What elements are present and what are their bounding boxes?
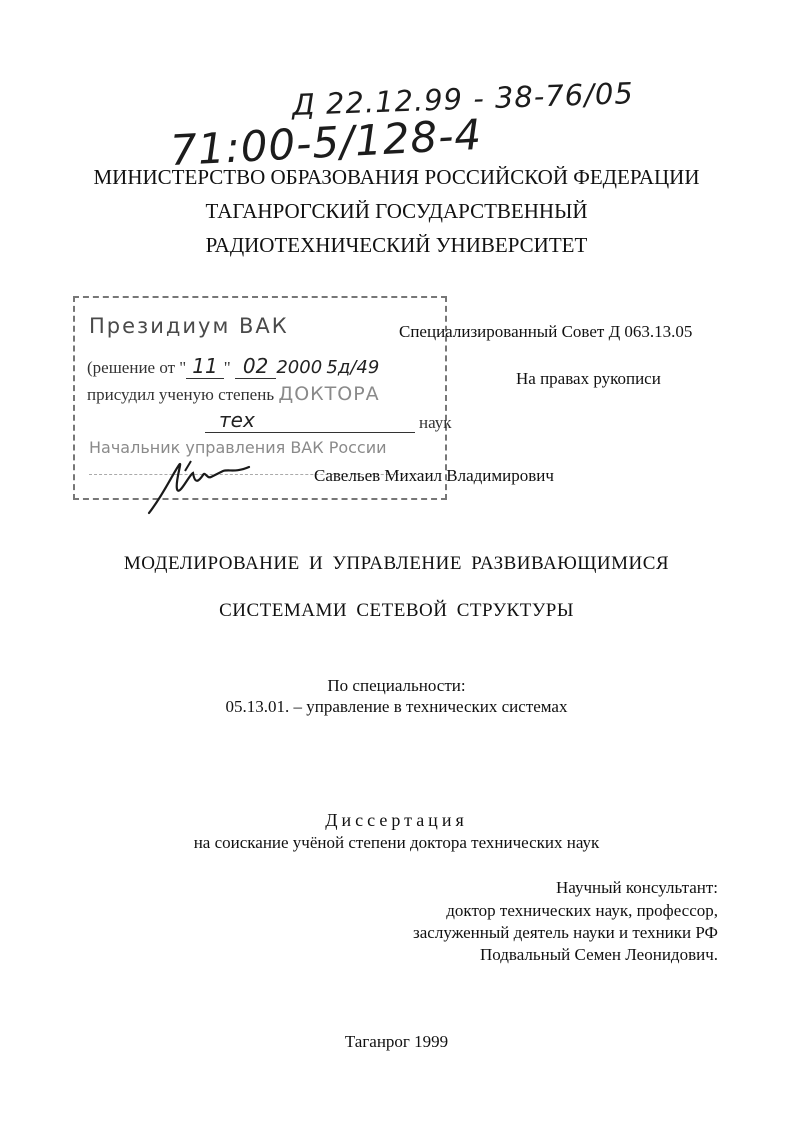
university-line-2: РАДИОТЕХНИЧЕСКИЙ УНИВЕРСИТЕТ xyxy=(205,233,588,257)
archive-code-main: 71:00-5/128-4 xyxy=(168,109,484,176)
dissertation-label: Диссертация xyxy=(325,810,468,830)
stamp-decision-mid: " xyxy=(223,358,231,377)
stamp-title: Президиум ВАК xyxy=(89,314,289,338)
stamp-science-field: тех xyxy=(219,408,255,432)
dissertation-title-line-1: МОДЕЛИРОВАНИЕ И УПРАВЛЕНИЕ РАЗВИВАЮЩИМИСЯ xyxy=(123,553,670,574)
stamp-official: Начальник управления ВАК России xyxy=(89,438,387,457)
stamp-decision-day: 11 xyxy=(186,354,223,379)
specialty-value: 05.13.01. – управление в технических системах xyxy=(225,697,568,716)
dissertation-title-line-2: СИСТЕМАМИ СЕТЕВОЙ СТРУКТУРЫ xyxy=(219,600,574,621)
stamp-decision-year: 2000 xyxy=(276,357,323,378)
stamp-decision-line xyxy=(87,354,379,378)
author-name: Савельев Михаил Владимирович xyxy=(314,466,554,485)
stamp-science-field-line xyxy=(205,408,415,433)
city-year: Таганрог 1999 xyxy=(344,1032,449,1051)
consultant-degree: доктор технических наук, профессор, xyxy=(446,901,718,920)
consultant-name: Подвальный Семен Леонидович. xyxy=(479,945,718,964)
council-code: Специализированный Совет Д 063.13.05 xyxy=(399,322,693,341)
stamp-awarded-line xyxy=(87,383,380,405)
signature xyxy=(145,455,255,515)
stamp-decision-number: 5д/49 xyxy=(326,357,380,378)
stamp-decision-month: 02 xyxy=(235,354,276,379)
dissertation-purpose: на соискание учёной степени доктора технических наук xyxy=(193,833,600,852)
university-line-1: ТАГАНРОГСКИЙ ГОСУДАРСТВЕННЫЙ xyxy=(205,199,588,223)
manuscript-rights: На правах рукописи xyxy=(516,369,661,388)
ministry-name: МИНИСТЕРСТВО ОБРАЗОВАНИЯ РОССИЙСКОЙ ФЕДЕРАЦИИ xyxy=(93,165,700,189)
specialty-label: По специальности: xyxy=(327,676,466,695)
stamp-degree: ДОКТОРА xyxy=(278,383,380,405)
stamp-awarded-prefix: присудил ученую степень xyxy=(87,385,275,404)
stamp-science-suffix: наук xyxy=(419,413,452,432)
stamp-decision-prefix: (решение от " xyxy=(87,358,187,377)
consultant-label: Научный консультант: xyxy=(556,878,718,897)
consultant-honor: заслуженный деятель науки и техники РФ xyxy=(413,923,718,942)
archive-code-top: Д 22.12.99 - 38-76/05 xyxy=(291,76,635,122)
